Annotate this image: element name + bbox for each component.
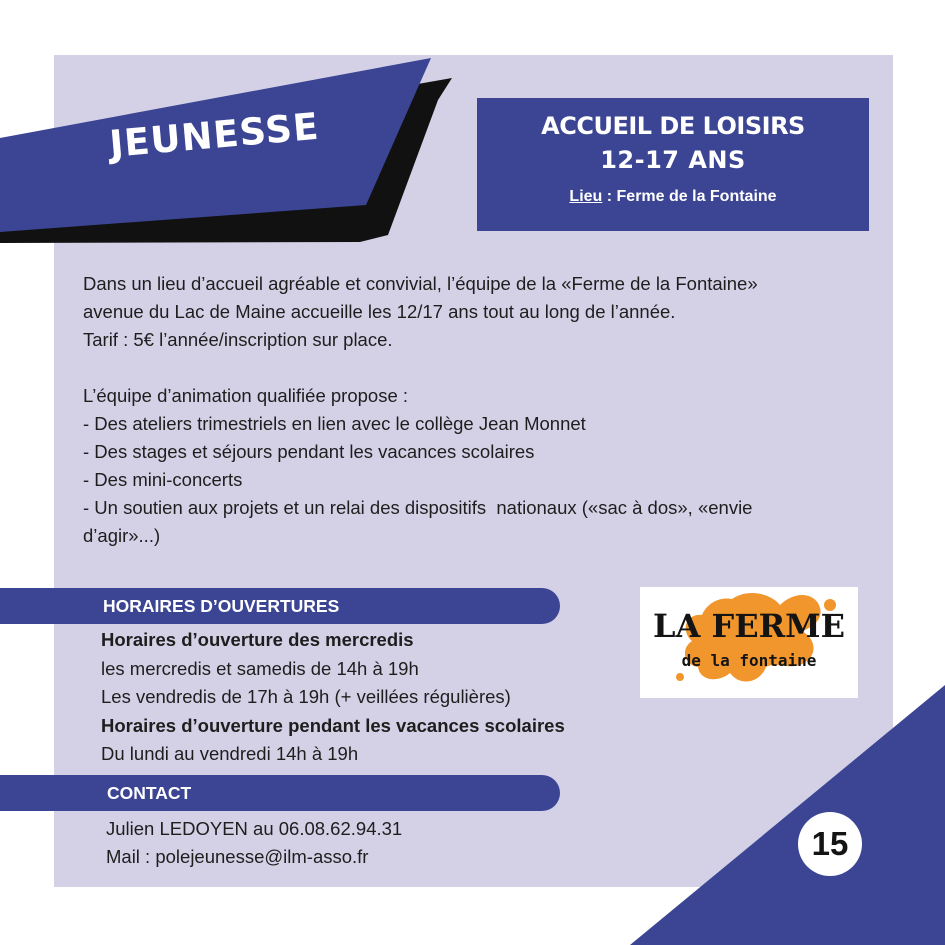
proposal-line: d’agir»...)	[83, 525, 161, 546]
intro-line: Dans un lieu d’accueil agréable et convivial, l’équipe de la «Ferme de la Fontaine»	[83, 273, 758, 294]
title-location	[477, 188, 869, 206]
intro-line: Tarif : 5€ l’année/inscription sur place.	[83, 329, 393, 350]
hours-heading: HORAIRES D’OUVERTURES	[0, 588, 560, 624]
contact-details	[106, 815, 606, 871]
corner-triangle	[630, 685, 945, 945]
ferme-logo	[640, 587, 858, 698]
title-main: ACCUEIL DE LOISIRS	[541, 112, 805, 140]
proposal-line: - Des stages et séjours pendant les vacances scolaires	[83, 441, 535, 462]
proposal-line: - Des mini-concerts	[83, 469, 243, 490]
proposal-line: - Un soutien aux projets et un relai des dispositifs nationaux («sac à dos», «envie	[83, 497, 753, 518]
title-box	[477, 98, 869, 231]
location-value: Ferme de la Fontaine	[616, 188, 777, 205]
proposal-line: - Des ateliers trimestriels en lien avec le collège Jean Monnet	[83, 413, 586, 434]
contact-phone: Julien LEDOYEN au 06.08.62.94.31	[106, 818, 403, 839]
page-number: 15	[811, 825, 849, 862]
paragraph-gap	[83, 354, 873, 382]
title-age-range: 12-17 ANS	[600, 146, 746, 174]
location-separator: :	[602, 188, 617, 205]
section-title: JEUNESSE	[107, 104, 321, 166]
logo-text-sub: de la fontaine	[681, 651, 817, 670]
location-label: Lieu	[569, 188, 603, 205]
hours-subheading: Horaires d’ouverture des mercredis	[101, 629, 414, 650]
hours-list	[101, 626, 661, 769]
intro-line: avenue du Lac de Maine accueille les 12/17 ans tout au long de l’année.	[83, 301, 676, 322]
hours-subheading: Horaires d’ouverture pendant les vacances scolaires	[101, 714, 565, 736]
hours-line: les mercredis et samedis de 14h à 19h	[101, 657, 419, 679]
page-number-badge	[798, 812, 862, 876]
contact-heading: CONTACT	[0, 775, 560, 811]
contact-email: Mail : polejeunesse@ilm-asso.fr	[106, 846, 369, 867]
hours-line: Les vendredis de 17h à 19h (+ veillées régulières)	[101, 686, 511, 707]
hours-line: Du lundi au vendredi 14h à 19h	[101, 743, 359, 764]
body-text	[83, 270, 873, 550]
logo-text-main: LA FERME	[653, 607, 845, 645]
proposal-line: L’équipe d’animation qualifiée propose :	[83, 385, 409, 406]
